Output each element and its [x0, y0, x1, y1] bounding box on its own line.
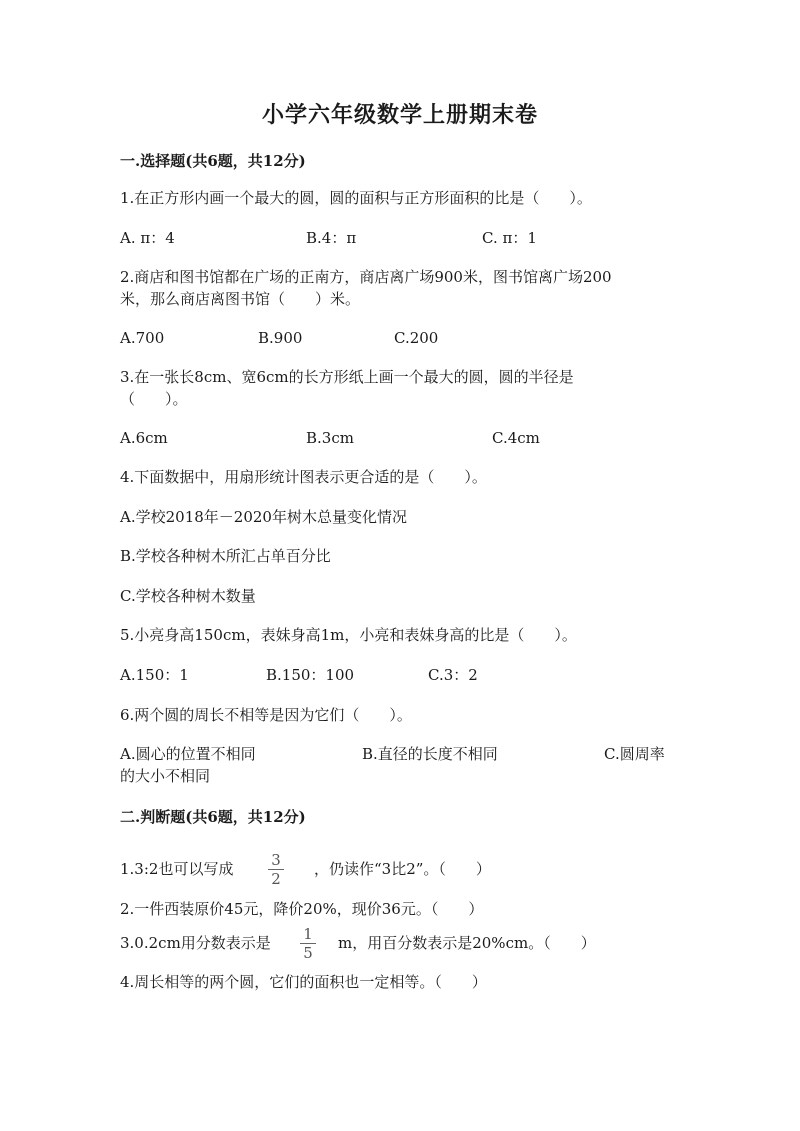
question-2-option-b: B.900 [258, 329, 303, 347]
fraction-denominator: 2 [271, 870, 281, 888]
question-3-stem-line-2: （ ）。 [120, 390, 188, 408]
question-2-option-c: C.200 [394, 329, 439, 347]
section-heading-choice: 一.选择题(共6题，共12分) [120, 152, 306, 170]
question-4-stem: 4.下面数据中，用扇形统计图表示更合适的是（ ）。 [120, 468, 487, 486]
question-5-option-a: A.150：1 [120, 666, 189, 684]
fraction-numerator: 1 [303, 925, 313, 943]
question-6-option-c-line-1: C.圆周率 [604, 745, 665, 763]
judgement-4-stem: 4.周长相等的两个圆，它们的面积也一定相等。（ ） [120, 973, 487, 991]
question-1-option-a: A. π：4 [120, 229, 175, 247]
question-3-stem-line-1: 3.在一张长8cm、宽6cm的长方形纸上画一个最大的圆，圆的半径是 [120, 368, 574, 386]
question-6-option-b: B.直径的长度不相同 [362, 745, 498, 763]
question-4-option-c: C.学校各种树木数量 [120, 587, 256, 605]
judgement-1-fraction [266, 852, 286, 887]
question-5-option-b: B.150：100 [266, 666, 355, 684]
judgement-3-fraction [298, 926, 318, 961]
question-3-option-b: B.3cm [306, 429, 354, 447]
judgement-2-stem: 2.一件西装原价45元，降价20%，现价36元。（ ） [120, 900, 484, 918]
fraction-denominator: 5 [303, 944, 313, 962]
question-1-stem: 1.在正方形内画一个最大的圆，圆的面积与正方形面积的比是（ ）。 [120, 189, 592, 207]
question-1-option-c: C. π：1 [482, 229, 537, 247]
judgement-3-text-after: m，用百分数表示是20%cm。（ ） [338, 934, 596, 952]
judgement-3-text-before: 3.0.2cm用分数表示是 [120, 934, 271, 952]
question-4-option-b: B.学校各种树木所汇占单百分比 [120, 547, 331, 565]
question-4-option-a: A.学校2018年－2020年树木总量变化情况 [120, 508, 407, 526]
fraction-numerator: 3 [271, 851, 281, 869]
question-2-stem-line-1: 2.商店和图书馆都在广场的正南方，商店离广场900米，图书馆离广场200 [120, 268, 612, 286]
question-2-option-a: A.700 [120, 329, 165, 347]
judgement-1-text-after: ，仍读作“3比2”。（ ） [314, 860, 491, 878]
question-6-option-a: A.圆心的位置不相同 [120, 745, 256, 763]
question-3-option-c: C.4cm [492, 429, 540, 447]
question-5-option-c: C.3：2 [428, 666, 478, 684]
question-5-stem: 5.小亮身高150cm，表妹身高1m，小亮和表妹身高的比是（ ）。 [120, 626, 577, 644]
question-3-option-a: A.6cm [120, 429, 168, 447]
page-title: 小学六年级数学上册期末卷 [261, 102, 538, 128]
question-6-stem: 6.两个圆的周长不相等是因为它们（ ）。 [120, 706, 412, 724]
judgement-1-text-before: 1.3:2也可以写成 [120, 860, 234, 878]
section-heading-judgement: 二.判断题(共6题，共12分) [120, 808, 306, 826]
question-1-option-b: B.4：π [306, 229, 357, 247]
question-2-stem-line-2: 米，那么商店离图书馆（ ）米。 [120, 290, 361, 308]
question-6-option-c-line-2: 的大小不相同 [120, 767, 211, 785]
